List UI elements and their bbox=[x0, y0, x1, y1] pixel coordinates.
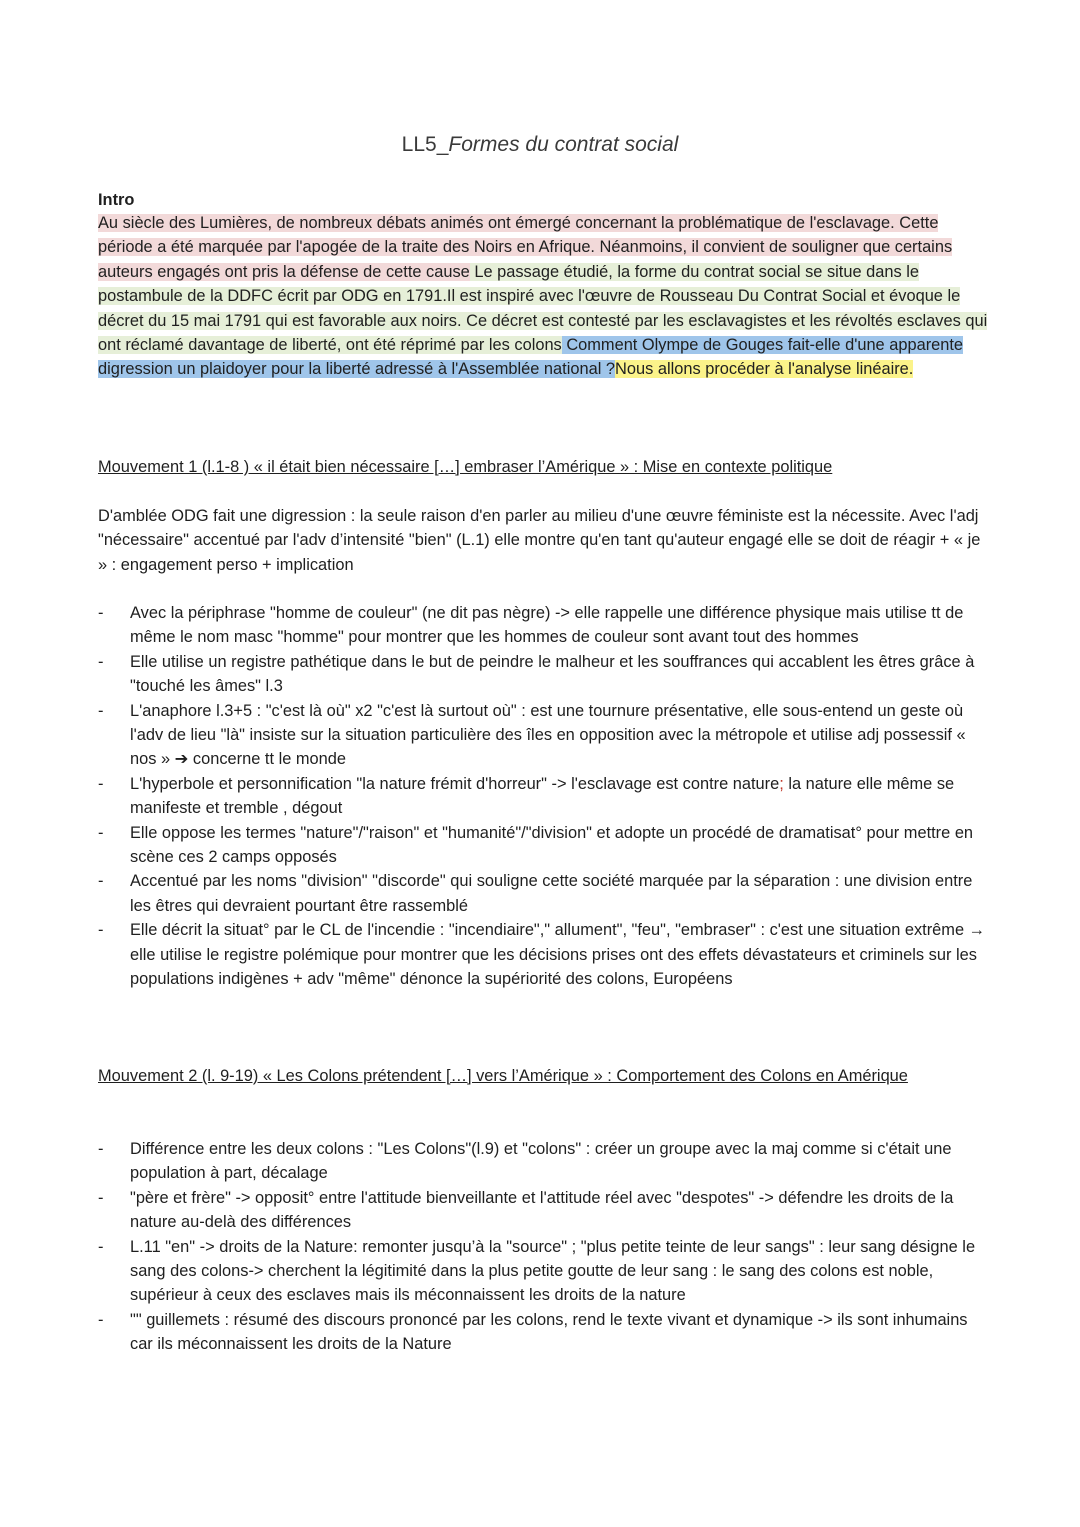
intro-passage-highlight: Le passage étudié, la forme du contrat social se situe dans le postambule de la DDFC écrit par ODG en 1791.Il est inspiré avec l'œuvre de Rousseau Du Contrat Social et évoque le décret du 15 mai 1791 qui est favorable aux noirs. Ce décret est contesté par les esclavagistes et les révoltés esclaves qui ont réclamé davantage de liberté, ont été réprimé par les colons bbox=[98, 262, 988, 355]
list-item bbox=[98, 1308, 993, 1357]
list-item bbox=[98, 650, 993, 699]
list-item-text: "" guillemets : résumé des discours prononcé par les colons, rend le texte vivant et dynamique -> ils sont inhumains car ils méconnaissent les droits de la Nature bbox=[130, 1310, 968, 1354]
list-item bbox=[98, 1235, 993, 1308]
list-item bbox=[98, 1137, 993, 1186]
red-semicolon: ; bbox=[779, 774, 784, 793]
list-item-text: Avec la périphrase "homme de couleur" (ne dit pas nègre) -> elle rappelle une différence physique mais utilise tt de même le nom masc "homme" pour montrer que les hommes de couleur sont avant tout des hommes bbox=[130, 604, 964, 647]
bullet-marker: - bbox=[98, 1310, 104, 1329]
list-item-text-tail: la nature elle même se manifeste et tremble , dégout bbox=[130, 774, 955, 818]
list-item-text: Elle utilise un registre pathétique dans le but de peindre le malheur et les souffrances qui accablent les êtres grâce à "touché les âmes" l.3 bbox=[130, 652, 975, 696]
list-item bbox=[98, 821, 993, 870]
bullet-marker: - bbox=[98, 872, 104, 891]
list-item bbox=[98, 772, 993, 821]
bullet-marker: - bbox=[98, 1237, 104, 1256]
movement1-heading: Mouvement 1 (l.1-8 ) « il était bien nécessaire […] embraser l’Amérique » : Mise en contexte politique bbox=[98, 458, 833, 476]
list-item-text: L.11 "en" -> droits de la Nature: remonter jusqu’à la "source" ; "plus petite teinte de leur sangs" : leur sang désigne le sang des colons-> cherchent la légitimité dans la plus petite goutte de leur sang : le sang des colons est noble, supérieur à ceux des esclaves mais ils méconnaissent les droits de la nature bbox=[130, 1237, 976, 1305]
list-item bbox=[98, 918, 993, 991]
bullet-marker: - bbox=[98, 652, 104, 671]
list-item-text: L'hyperbole et personnification "la nature frémit d'horreur" -> l'esclavage est contre nature bbox=[130, 774, 780, 793]
intro-paragraph bbox=[98, 211, 993, 382]
list-item bbox=[98, 601, 993, 650]
intro-announcement-highlight: Nous allons procéder à l'analyse linéaire. bbox=[615, 360, 914, 379]
movement2-heading: Mouvement 2 (l. 9-19) « Les Colons prétendent […] vers l’Amérique » : Comportement des Colons en Amérique bbox=[98, 1067, 908, 1085]
list-item-text: "père et frère" -> opposit° entre l'attitude bienveillante et l'attitude réel avec "despotes" -> défendre les droits de la nature au-delà des différences bbox=[130, 1188, 954, 1232]
bullet-marker: - bbox=[98, 774, 104, 793]
title-lead: LL5_ bbox=[401, 133, 449, 156]
title-rest: Formes du contrat social bbox=[448, 133, 679, 156]
bullet-marker: - bbox=[98, 921, 104, 940]
movement1-list bbox=[98, 601, 993, 992]
list-item bbox=[98, 1186, 993, 1235]
list-item-text: Accentué par les noms "division" "discorde" qui souligne cette société marquée par la séparation : une division entre les êtres qui devraient pourtant être rassemblé bbox=[130, 872, 973, 915]
bullet-marker: - bbox=[98, 823, 104, 842]
movement2-list bbox=[98, 1137, 993, 1357]
intro-context-highlight: Au siècle des Lumières, de nombreux débats animés ont émergé concernant la problématique de l'esclavage. Cette période a été marquée par l'apogée de la traite des Noirs en Afrique. Néanmoins, il convient de souligner que certains auteurs engagés ont pris la défense de cette cause bbox=[98, 214, 953, 281]
list-item-text: Différence entre les deux colons : "Les Colons"(l.9) et "colons" : créer un groupe avec la maj comme si c'était une population à part, décalage bbox=[130, 1140, 952, 1183]
list-item bbox=[98, 699, 993, 772]
page-title bbox=[0, 133, 1080, 157]
movement1-paragraph: D'amblée ODG fait une digression : la seule raison d'en parler au milieu d'une œuvre féministe est la nécessite. Avec l'adj "nécessaire" accentué par l'adv d’intensité "bien" (L.1) elle montre qu'en tant qu'auteur engagé elle se doit de réagir + « je » : engagement perso + implication bbox=[98, 507, 981, 574]
intro-problematic-highlight: Comment Olympe de Gouges fait-elle d'une apparente digression un plaidoyer pour la liberté adressé à l'Assemblée national ? bbox=[98, 336, 964, 379]
list-item bbox=[98, 869, 993, 918]
list-item-text: L'anaphore l.3+5 : "c'est là où" x2 "c'est là surtout où" : est une tournure présentative, elle sous-entend un geste où l'adv de lieu "là" insiste sur la situation particulière des îles en opposition avec la métropole et utilise adj possessif « nos » ➔ concerne tt le monde bbox=[130, 701, 966, 769]
list-item-text: Elle oppose les termes "nature"/"raison" et "humanité"/"division" et adopte un procédé de dramatisat° pour mettre en scène ces 2 camps opposés bbox=[130, 823, 974, 867]
list-item-text: Elle décrit la situat° par le CL de l'incendie : "incendiaire"," allument", "feu", "embraser" : c'est une situation extrême → elle utilise le registre polémique pour montrer que les décisions prises ont des effets dévastateurs et criminels sur les populations indigènes + adv "même" dénonce la supériorité des colons, Européens bbox=[130, 921, 986, 989]
bullet-marker: - bbox=[98, 701, 104, 720]
bullet-marker: - bbox=[98, 1140, 104, 1158]
bullet-marker: - bbox=[98, 1188, 104, 1207]
intro-label: Intro bbox=[98, 191, 135, 209]
bullet-marker: - bbox=[98, 604, 104, 622]
